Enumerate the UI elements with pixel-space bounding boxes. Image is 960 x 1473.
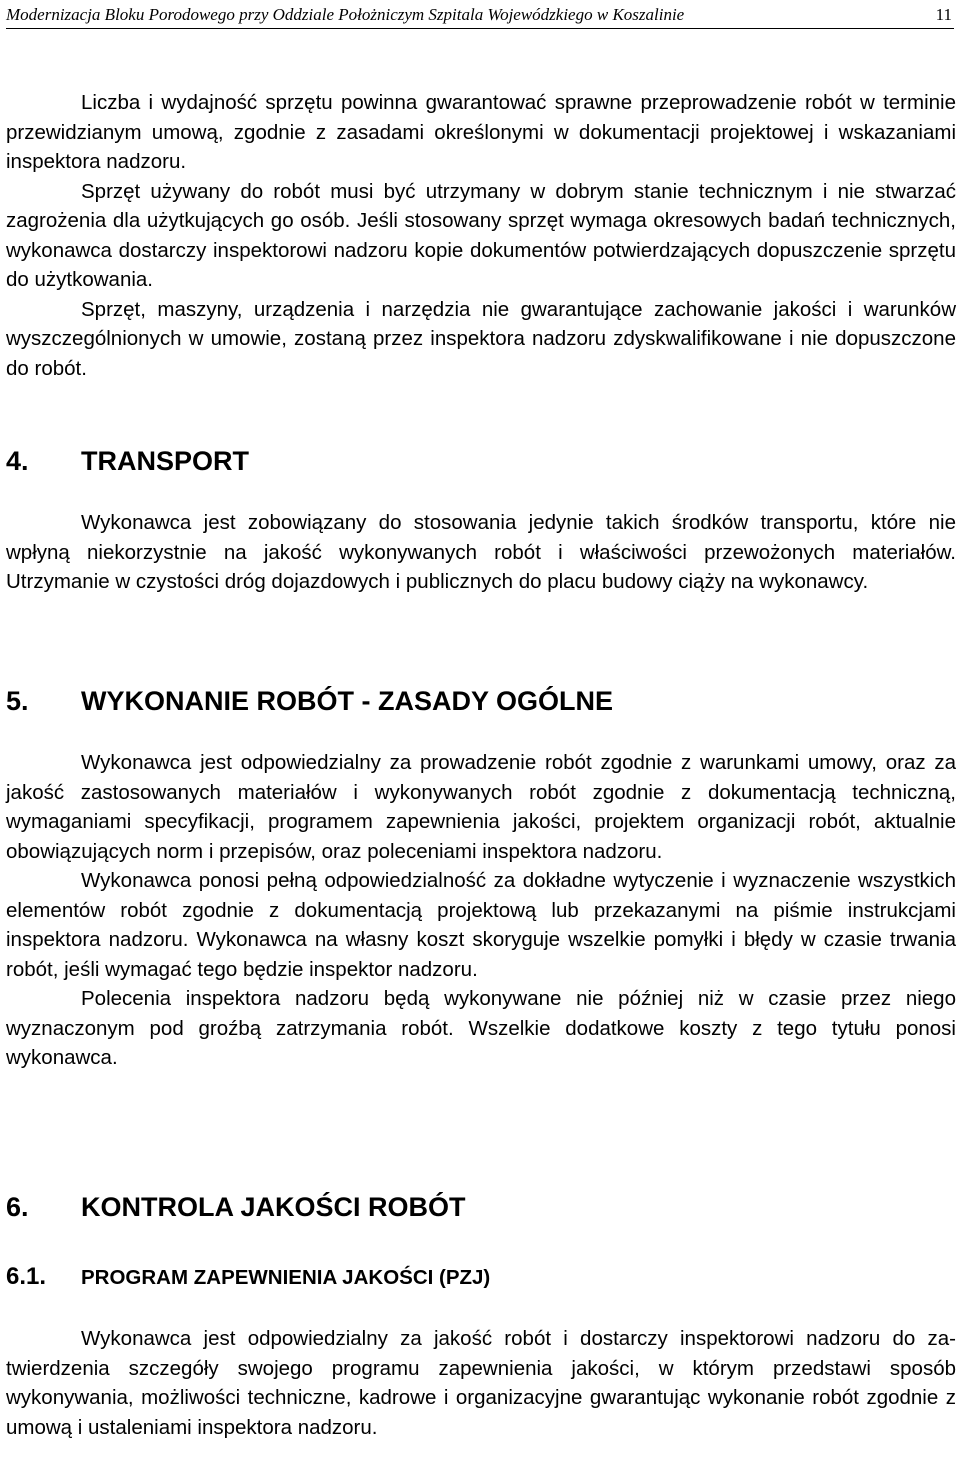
page-number: 11: [935, 5, 952, 24]
transport-section: [6, 508, 956, 597]
paragraph-setting-out: Wykonawca ponosi pełną odpowiedzialność za dokładne wytyczenie i wyznaczenie wszystkich elementów robót zgodnie z dokumentacją projektową lub przekazanymi na piśmie instrukcjami inspektora nadzoru. Wykonawca na własny koszt skoryguje wszelkie pomyłki i błędy w czasie trwania robót, jeśli wymagać tego będzie inspektor nadzoru.: [6, 869, 956, 981]
works-execution-section: [6, 748, 956, 1073]
paragraph-equipment-disqualification: Sprzęt, maszyny, urządzenia i narzędzia nie gwarantujące zachowanie jakości i warunków wyszczególnionych w umowie, zostaną przez inspektora nadzoru zdyskwalifikowane i nie dopuszczone do robót.: [6, 297, 956, 380]
section-title: TRANSPORT: [81, 446, 249, 476]
paragraph-quality-program: Wykonawca jest odpowiedzialny za jakość robót i dostarczy inspektorowi nadzoru do za-twierdzenia szczegóły swojego programu zapewnienia jakości, w którym przedstawi sposób wykonywania, możliwości techniczne, kadrowe i organizacyjne gwarantując wykonanie robót zgodnie z umową i ustaleniami inspektora nadzoru.: [6, 1327, 956, 1439]
equipment-section: [6, 88, 956, 383]
paragraph-equipment-capacity: Liczba i wydajność sprzętu powinna gwarantować sprawne przeprowadzenie robót w terminie przewidzianym umową, zgodnie z zasadami określonymi w dokumentacji projektowej i wskazaniami inspektora nadzoru.: [6, 91, 956, 173]
section-number: 4.: [6, 446, 29, 476]
quality-program-section: [6, 1324, 956, 1442]
paragraph-contractor-responsibility: Wykonawca jest odpowiedzialny za prowadzenie robót zgodnie z warunkami umowy, oraz za jakość zastosowanych materiałów i wykonywanych robót zgodnie z dokumentacją techniczną, wymaganiami specyfikacji, programem zapewnienia jakości, projektem organizacji robót, aktualnie obowiązujących norm i przepisów, oraz poleceniami inspektora nadzoru.: [6, 751, 956, 863]
subsection-title: PROGRAM ZAPEWNIENIA JAKOŚCI (PZJ): [81, 1266, 491, 1289]
paragraph-transport: Wykonawca jest zobowiązany do stosowania jedynie takich środków transportu, które nie wpłyną niekorzystnie na jakość wykonywanych robót i właściwości przewożonych materiałów. Utrzymanie w czystości dróg dojazdowych i publicznych do placu budowy ciąży na wykonawcy.: [6, 511, 956, 593]
section-title: WYKONANIE ROBÓT - ZASADY OGÓLNE: [81, 686, 614, 716]
section-heading-6: [6, 1192, 956, 1222]
section-number: 5.: [6, 686, 29, 716]
paragraph-equipment-condition: Sprzęt używany do robót musi być utrzymany w dobrym stanie technicznym i nie stwarzać zagrożenia dla użytkujących go osób. Jeśli stosowany sprzęt wymaga okresowych badań technicznych, wykonawca dostarczy inspektorowi nadzoru kopie dokumentów potwierdzających dopuszczenie sprzętu do użytkowania.: [6, 179, 956, 291]
paragraph-inspector-orders: Polecenia inspektora nadzoru będą wykonywane nie później niż w czasie przez niego wyznaczonym pod groźbą zatrzymania robót. Wszelkie dodatkowe koszty z tego tytułu ponosi wykonawca.: [6, 987, 956, 1069]
section-heading-5: [6, 686, 956, 716]
page-header: [6, 2, 954, 29]
subsection-number: 6.1.: [6, 1263, 47, 1290]
section-heading-4: [6, 446, 956, 476]
header-title: Modernizacja Bloku Porodowego przy Oddziale Położniczym Szpitala Wojewódzkiego w Koszalinie: [6, 5, 685, 24]
section-title: KONTROLA JAKOŚCI ROBÓT: [81, 1192, 466, 1222]
section-number: 6.: [6, 1192, 29, 1222]
section-heading-6-1: [6, 1262, 956, 1293]
